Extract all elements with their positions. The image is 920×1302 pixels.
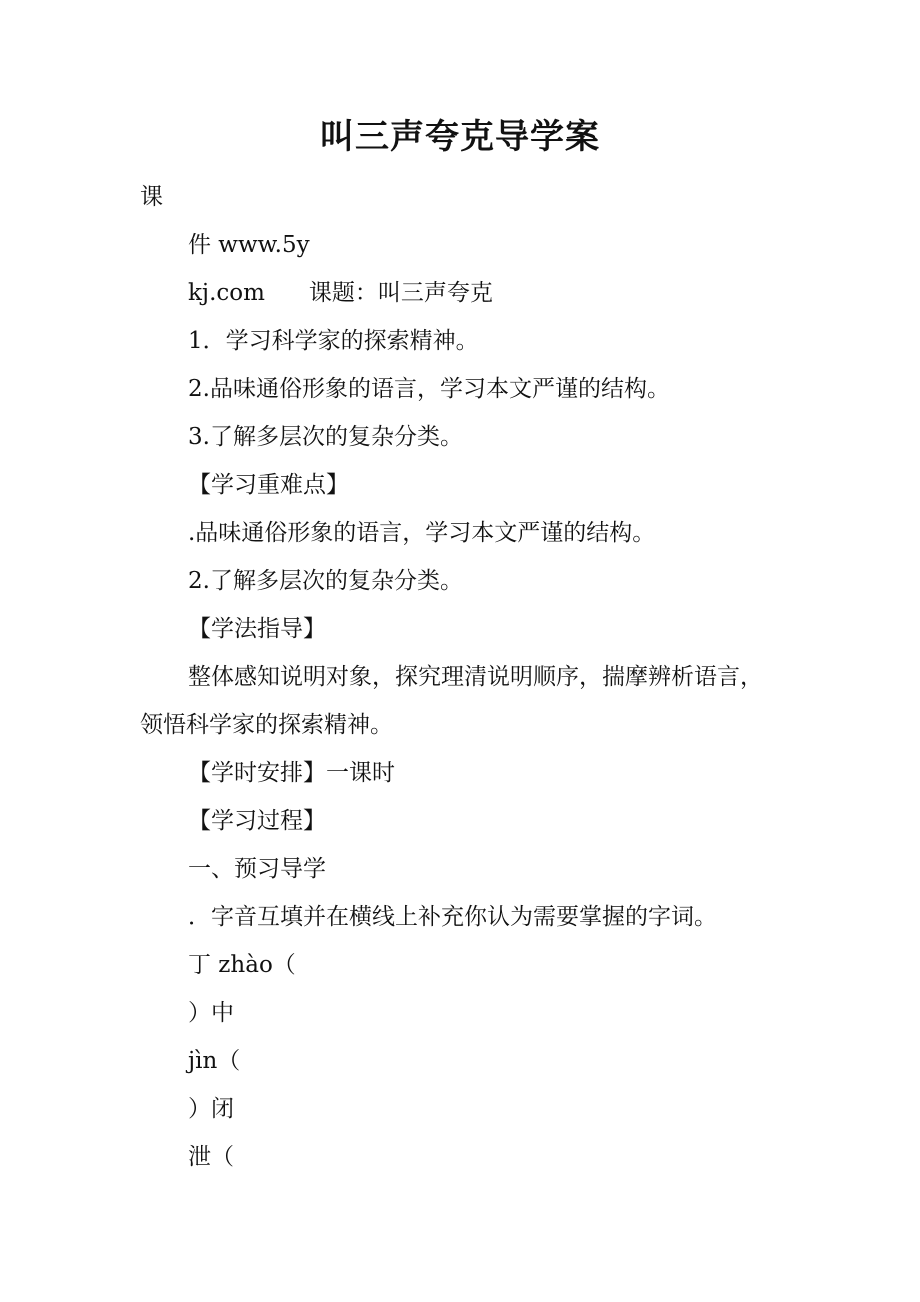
text-line: ）闭 (188, 1096, 234, 1122)
text-fragment: kj.com (188, 280, 265, 306)
text-line: 整体感知说明对象，探究理清说明顺序，揣摩辨析语言， (188, 664, 763, 690)
lesson-topic: 课题：叫三声夸克 (308, 280, 493, 306)
text-line: 3.了解多层次的复杂分类。 (188, 424, 463, 450)
text-line: 一、预习导学 (188, 856, 326, 882)
section-heading: 【学时安排】一课时 (188, 760, 395, 786)
text-line: 件 www.5y (188, 232, 310, 258)
document-title: 叫三声夸克导学案 (320, 117, 600, 157)
text-line: 2.品味通俗形象的语言，学习本文严谨的结构。 (188, 376, 670, 402)
text-line: 课 (140, 184, 163, 210)
text-line: 泄（ (188, 1144, 234, 1170)
text-line: 领悟科学家的探索精神。 (140, 712, 393, 738)
section-heading: 【学习过程】 (188, 808, 326, 834)
text-line: jìn（ (188, 1048, 241, 1074)
text-line: 2.了解多层次的复杂分类。 (188, 568, 463, 594)
text-line: .品味通俗形象的语言，学习本文严谨的结构。 (188, 520, 656, 546)
text-line: ）中 (188, 1000, 234, 1026)
text-line: ．字音互填并在横线上补充你认为需要掌握的字词。 (188, 904, 717, 930)
section-heading: 【学习重难点】 (188, 472, 349, 498)
text-line: 丁 zhào（ (188, 952, 296, 978)
text-line: 1．学习科学家的探索精神。 (188, 328, 479, 354)
text-line-group (188, 278, 493, 308)
section-heading: 【学法指导】 (188, 616, 326, 642)
